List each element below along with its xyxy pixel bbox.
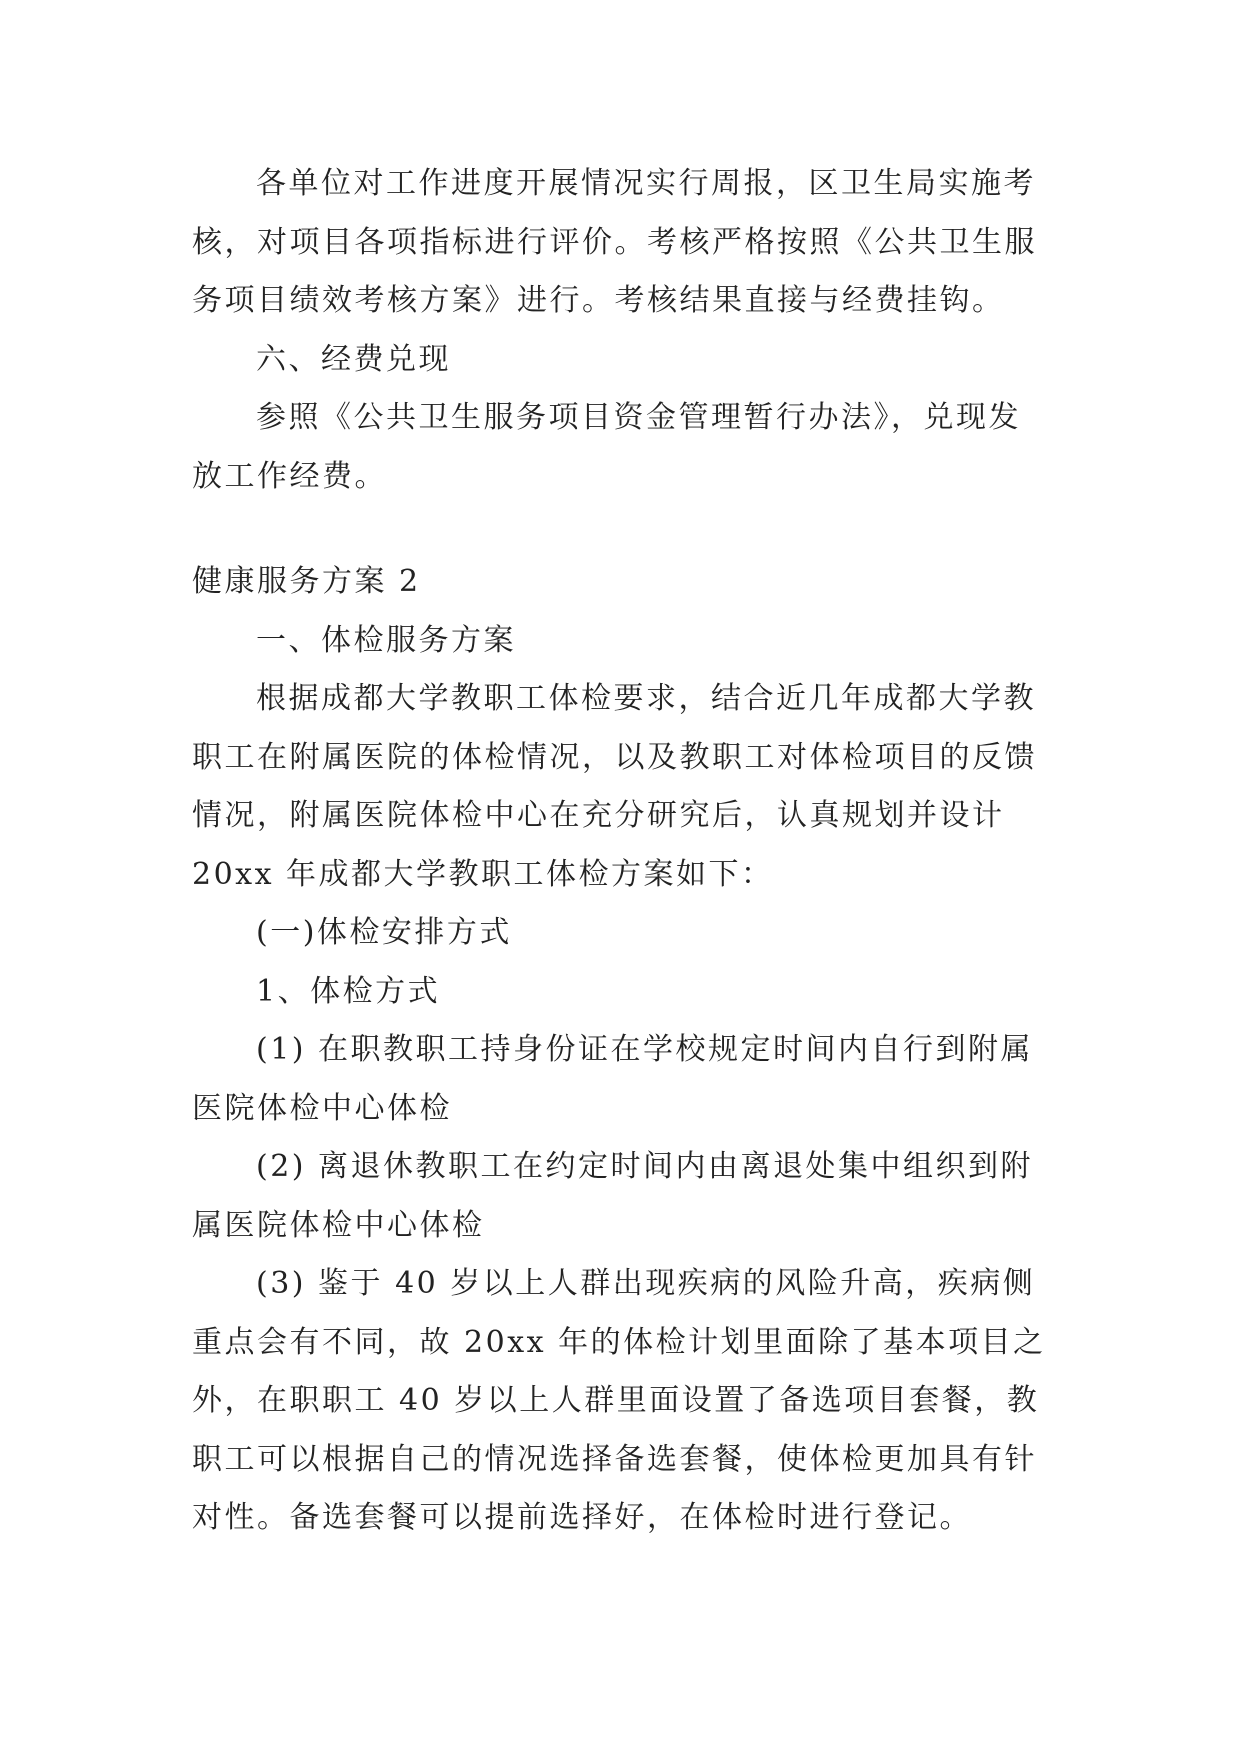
section-gap bbox=[192, 506, 1054, 553]
list-item-1: (1) 在职教职工持身份证在学校规定时间内自行到附属 医院体检中心体检 bbox=[192, 1032, 1034, 1126]
section-title: 健康服务方案 2 bbox=[192, 564, 421, 599]
paragraph-weekly-report: 各单位对工作进度开展情况实行周报，区卫生局实施考 核，对项目各项指标进行评价。考核严格按照《公共卫生服 务项目绩效考核方案》进行。考核结果直接与经费挂钩。 bbox=[192, 166, 1037, 318]
heading-arrangement: (一)体检安排方式 bbox=[256, 915, 512, 950]
list-item-3: (3) 鉴于 40 岁以上人群出现疾病的风险升高，疾病侧 重点会有不同，故 20xx 年的体检计划里面除了基本项目之 外，在职职工 40 岁以上人群里面设置了备选项目套餐，教 职工可以根据自己的情况选择备选套餐，使体检更加具有针 对性。备选套餐可以提前选择好，在体检时进行登记。 bbox=[192, 1266, 1046, 1535]
heading-checkup-method: 1、体检方式 bbox=[256, 973, 441, 1009]
paragraph-funding: 参照《公共卫生服务项目资金管理暂行办法》，兑现发 放工作经费。 bbox=[192, 400, 1021, 494]
list-item-2: (2) 离退休教职工在约定时间内由离退处集中组织到附 属医院体检中心体检 bbox=[192, 1149, 1034, 1243]
paragraph-checkup-intro: 根据成都大学教职工体检要求，结合近几年成都大学教 职工在附属医院的体检情况，以及教职工对体检项目的反馈 情况，附属医院体检中心在充分研究后，认真规划并设计 20xx 年成都大学教职工体检方案如下： bbox=[192, 681, 1037, 892]
document-body bbox=[192, 155, 1054, 1548]
heading-checkup-plan: 一、体检服务方案 bbox=[256, 622, 516, 658]
heading-funding: 六、经费兑现 bbox=[256, 341, 451, 377]
